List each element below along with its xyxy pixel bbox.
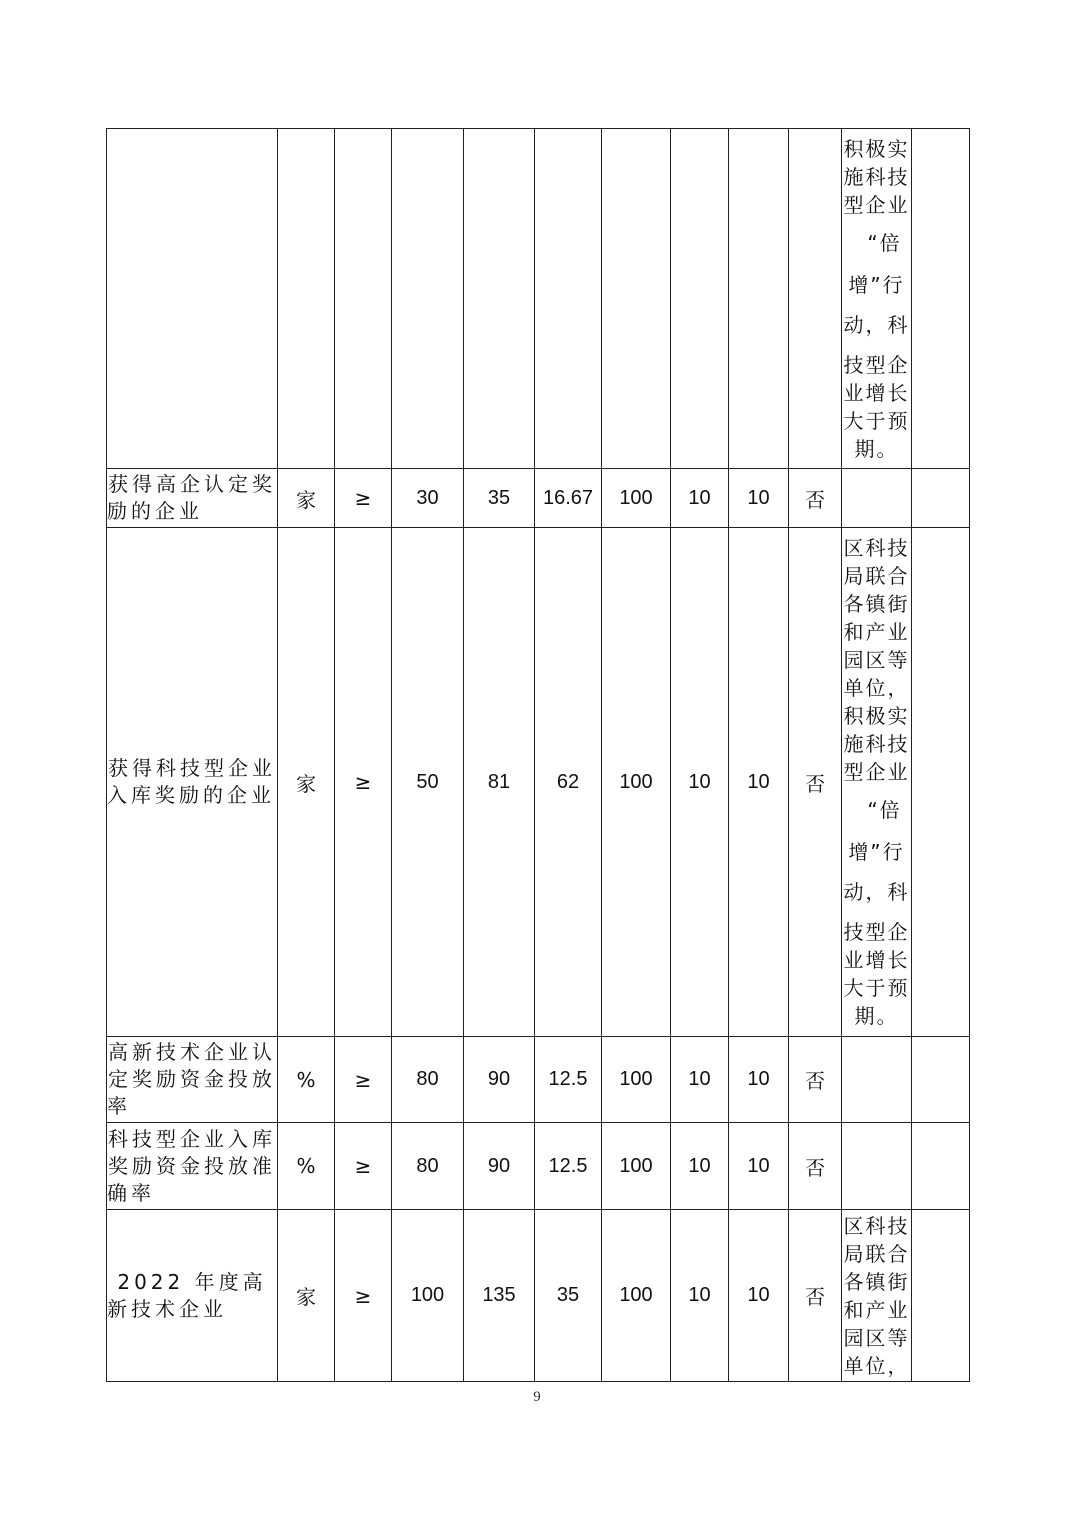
rate-cell: 12.5 xyxy=(535,1037,602,1123)
remark-line: 积极实 xyxy=(843,136,910,161)
extra-cell xyxy=(912,469,970,528)
score-cell: 10 xyxy=(729,1123,789,1210)
comparison-cell: ≥ xyxy=(335,1123,392,1210)
weight-cell xyxy=(671,129,729,469)
table-row xyxy=(107,469,970,528)
remark-line: 单位， xyxy=(843,1353,910,1378)
remark-line: 区科技 xyxy=(843,536,910,560)
unit-cell xyxy=(278,129,335,469)
score-percent-cell: 100 xyxy=(602,1037,671,1123)
extra-cell xyxy=(912,528,970,1037)
actual-value-cell: 90 xyxy=(464,1037,535,1123)
remark-line: 期。 xyxy=(854,436,899,461)
remark-line: 区科技 xyxy=(843,1213,910,1238)
indicator-name-cell: 科技型企业入库奖励资金投放准确率 xyxy=(107,1123,278,1210)
target-value-cell: 50 xyxy=(392,528,464,1037)
table-row xyxy=(107,528,970,1037)
actual-value-cell xyxy=(464,129,535,469)
page-number: 9 xyxy=(533,1389,541,1405)
indicator-name-cell: 获得高企认定奖励的企业 xyxy=(107,469,278,528)
unit-cell: % xyxy=(278,1037,335,1123)
weight-cell: 10 xyxy=(671,469,729,528)
target-value-cell: 80 xyxy=(392,1037,464,1123)
flag-cell: 否 xyxy=(789,1210,842,1382)
extra-cell xyxy=(912,1210,970,1382)
extra-cell xyxy=(912,129,970,469)
remark-line: 动，科 xyxy=(843,880,910,904)
flag-cell: 否 xyxy=(789,469,842,528)
score-cell: 10 xyxy=(729,469,789,528)
remark-line: 大于预 xyxy=(843,408,910,433)
remark-line: 大于预 xyxy=(843,976,910,1000)
remark-line: 园区等 xyxy=(843,648,910,672)
target-value-cell: 30 xyxy=(392,469,464,528)
flag-cell xyxy=(789,129,842,469)
weight-cell: 10 xyxy=(671,1037,729,1123)
remark-line: 动，科 xyxy=(843,312,910,337)
remark-line: 局联合 xyxy=(843,1241,910,1266)
remark-line: “倍 xyxy=(867,798,902,822)
rate-cell: 62 xyxy=(535,528,602,1037)
table-row xyxy=(107,129,970,469)
remark-line: 和产业 xyxy=(843,620,910,644)
actual-value-cell: 90 xyxy=(464,1123,535,1210)
score-percent-cell: 100 xyxy=(602,469,671,528)
unit-cell: 家 xyxy=(278,469,335,528)
rate-cell: 35 xyxy=(535,1210,602,1382)
actual-value-cell: 81 xyxy=(464,528,535,1037)
remark-line: 型企业 xyxy=(843,192,910,217)
unit-cell: 家 xyxy=(278,1210,335,1382)
remark-line: 业增长 xyxy=(843,948,910,972)
remark-line: 技型企 xyxy=(843,920,910,944)
remark-line: 单位， xyxy=(843,676,910,700)
remark-cell xyxy=(842,1123,912,1210)
remark-cell xyxy=(842,469,912,528)
score-percent-cell: 100 xyxy=(602,1210,671,1382)
unit-cell: 家 xyxy=(278,528,335,1037)
weight-cell: 10 xyxy=(671,528,729,1037)
remark-cell xyxy=(842,129,912,469)
rate-cell: 16.67 xyxy=(535,469,602,528)
remark-line: 型企业 xyxy=(843,760,910,784)
extra-cell xyxy=(912,1037,970,1123)
target-value-cell: 100 xyxy=(392,1210,464,1382)
rate-cell: 12.5 xyxy=(535,1123,602,1210)
remark-line: 施科技 xyxy=(843,732,910,756)
flag-cell: 否 xyxy=(789,1123,842,1210)
indicator-name-cell xyxy=(107,129,278,469)
extra-cell xyxy=(912,1123,970,1210)
actual-value-cell: 35 xyxy=(464,469,535,528)
performance-table xyxy=(106,128,970,1382)
remark-line: 技型企 xyxy=(843,352,910,377)
score-cell: 10 xyxy=(729,1037,789,1123)
indicator-name-cell: 高新技术企业认定奖励资金投放率 xyxy=(107,1037,278,1123)
score-cell: 10 xyxy=(729,1210,789,1382)
score-cell xyxy=(729,129,789,469)
weight-cell: 10 xyxy=(671,1123,729,1210)
remark-cell xyxy=(842,1037,912,1123)
flag-cell: 否 xyxy=(789,528,842,1037)
remark-line: 和产业 xyxy=(843,1297,910,1322)
rate-cell xyxy=(535,129,602,469)
remark-line: 增”行 xyxy=(848,840,905,864)
comparison-cell: ≥ xyxy=(335,1210,392,1382)
score-percent-cell xyxy=(602,129,671,469)
remark-cell xyxy=(842,1210,912,1382)
remark-line: 局联合 xyxy=(843,564,910,588)
comparison-cell: ≥ xyxy=(335,469,392,528)
table-row xyxy=(107,1123,970,1210)
remark-line: 园区等 xyxy=(843,1325,910,1350)
remark-line: 施科技 xyxy=(843,164,910,189)
target-value-cell xyxy=(392,129,464,469)
remark-line: 积极实 xyxy=(843,704,910,728)
score-percent-cell: 100 xyxy=(602,528,671,1037)
weight-cell: 10 xyxy=(671,1210,729,1382)
target-value-cell: 80 xyxy=(392,1123,464,1210)
indicator-name-cell: 2022 年度高新技术企业 xyxy=(107,1210,278,1382)
table-row xyxy=(107,1210,970,1382)
remark-line: 各镇街 xyxy=(843,1269,910,1294)
remark-line: 各镇街 xyxy=(843,592,910,616)
remark-line: 期。 xyxy=(854,1004,899,1028)
indicator-name-cell: 获得科技型企业入库奖励的企业 xyxy=(107,528,278,1037)
unit-cell: % xyxy=(278,1123,335,1210)
table-row xyxy=(107,1037,970,1123)
remark-cell xyxy=(842,528,912,1037)
score-cell: 10 xyxy=(729,528,789,1037)
comparison-cell: ≥ xyxy=(335,528,392,1037)
comparison-cell: ≥ xyxy=(335,1037,392,1123)
flag-cell: 否 xyxy=(789,1037,842,1123)
score-percent-cell: 100 xyxy=(602,1123,671,1210)
remark-line: 增”行 xyxy=(848,272,905,297)
comparison-cell xyxy=(335,129,392,469)
remark-line: “倍 xyxy=(867,230,902,255)
actual-value-cell: 135 xyxy=(464,1210,535,1382)
remark-line: 业增长 xyxy=(843,380,910,405)
